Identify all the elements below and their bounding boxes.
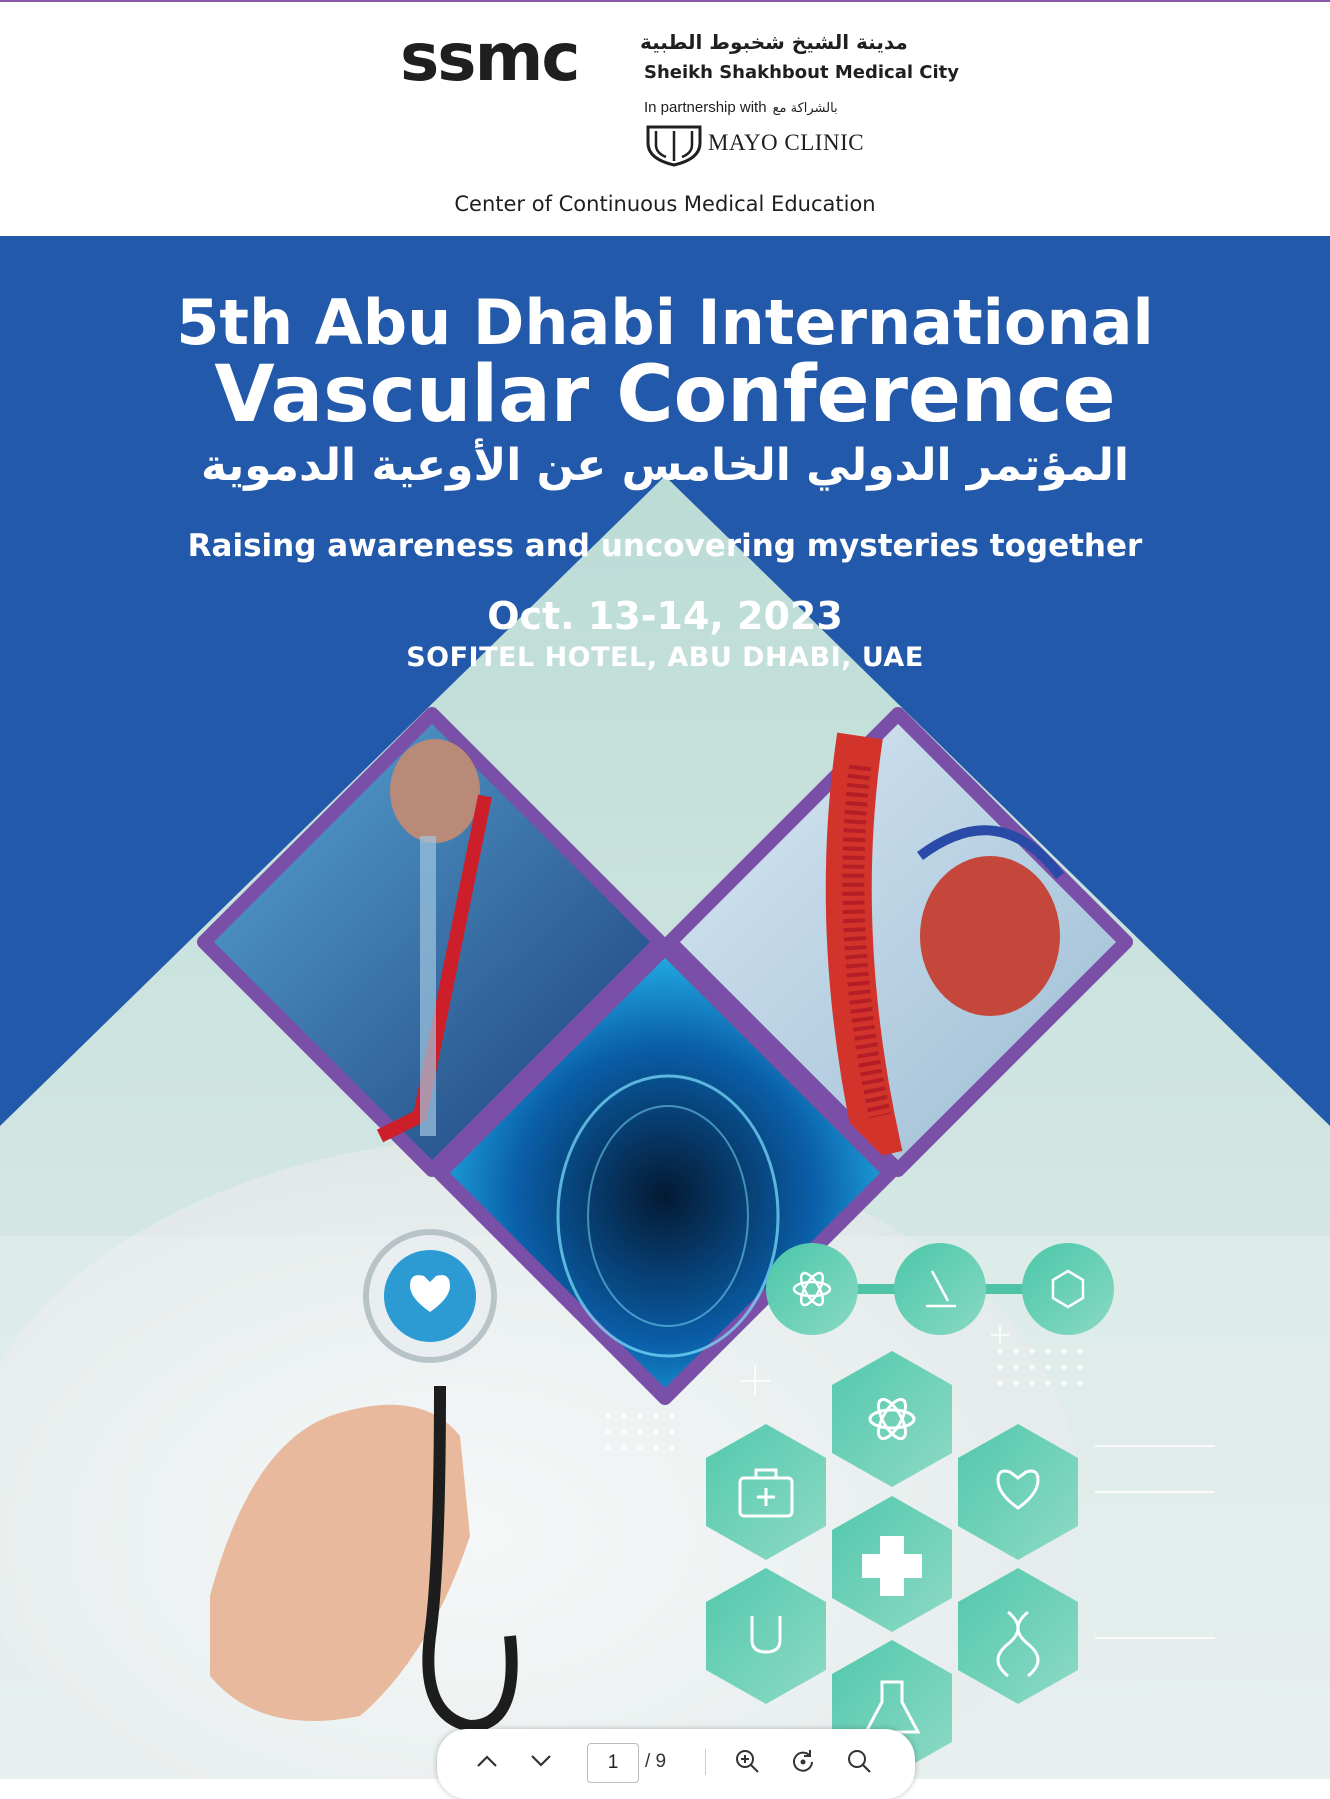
rotate-button[interactable] (783, 1743, 823, 1779)
search-icon (846, 1748, 872, 1774)
rotate-icon (790, 1748, 816, 1774)
zoom-in-icon (734, 1748, 760, 1774)
conference-venue: SOFITEL HOTEL, ABU DHABI, UAE (406, 642, 924, 673)
conference-date: Oct. 13-14, 2023 (487, 594, 843, 638)
next-page-button[interactable] (521, 1743, 561, 1779)
chevron-up-icon (476, 1754, 498, 1768)
page-header (0, 2, 1330, 236)
partnership-en: In partnership with (644, 99, 767, 116)
previous-page-button[interactable] (467, 1743, 507, 1779)
department-name: Center of Continuous Medical Education (454, 192, 876, 216)
partnership-ar: بالشراكة مع (772, 101, 838, 116)
conference-poster (0, 236, 1330, 1779)
search-button[interactable] (839, 1743, 879, 1779)
toolbar-separator (705, 1749, 706, 1775)
mayo-shield-icon (644, 123, 704, 167)
chevron-down-icon (530, 1754, 552, 1768)
arabic-hospital-name: مدينة الشيخ شخبوط الطبية (640, 30, 908, 54)
conference-title-line2: Vascular Conference (214, 350, 1116, 440)
zoom-in-button[interactable] (727, 1743, 767, 1779)
mayo-clinic-wordmark: MAYO CLINIC (708, 130, 865, 155)
english-hospital-name: Sheikh Shakhbout Medical City (644, 62, 959, 83)
conference-title-arabic: المؤتمر الدولي الخامس عن الأوعية الدموية (201, 440, 1129, 491)
conference-tagline: Raising awareness and uncovering mysteries together (187, 528, 1143, 564)
conference-title-line1: 5th Abu Dhabi International (176, 286, 1154, 359)
page-number-input[interactable]: 1 (587, 1743, 639, 1783)
pdf-viewer-toolbar (437, 1729, 915, 1799)
ssmc-logo: ssmc (400, 19, 579, 96)
partnership-line (644, 99, 838, 116)
page-total: / 9 (645, 1751, 667, 1772)
